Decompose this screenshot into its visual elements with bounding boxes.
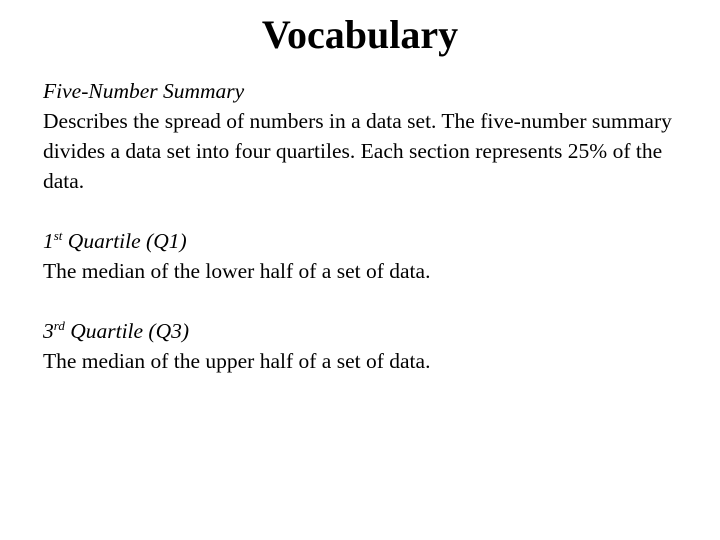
vocab-entry-first-quartile [43,226,683,286]
term-ordinal-suffix: rd [53,318,65,333]
term-number: 1 [43,229,54,253]
vocabulary-list [43,76,683,376]
term-number: 3 [43,319,54,343]
slide-title: Vocabulary [261,12,459,57]
vocab-definition: Describes the spread of numbers in a data set. The five-number summary divides a data set into four quartiles. Each section represents 25% of the data. [43,109,672,193]
vocab-term: Five-Number Summary [43,79,245,103]
vocab-definition: The median of the lower half of a set of data. [43,259,431,283]
term-rest: Quartile (Q1) [62,229,187,253]
vocab-term [43,316,683,346]
term-rest: Quartile (Q3) [64,319,190,343]
vocab-definition: The median of the upper half of a set of data. [43,349,431,373]
vocab-term [43,226,683,256]
vocab-entry-five-number-summary [43,76,683,196]
vocab-entry-third-quartile [43,316,683,376]
term-ordinal-suffix: st [53,228,63,243]
